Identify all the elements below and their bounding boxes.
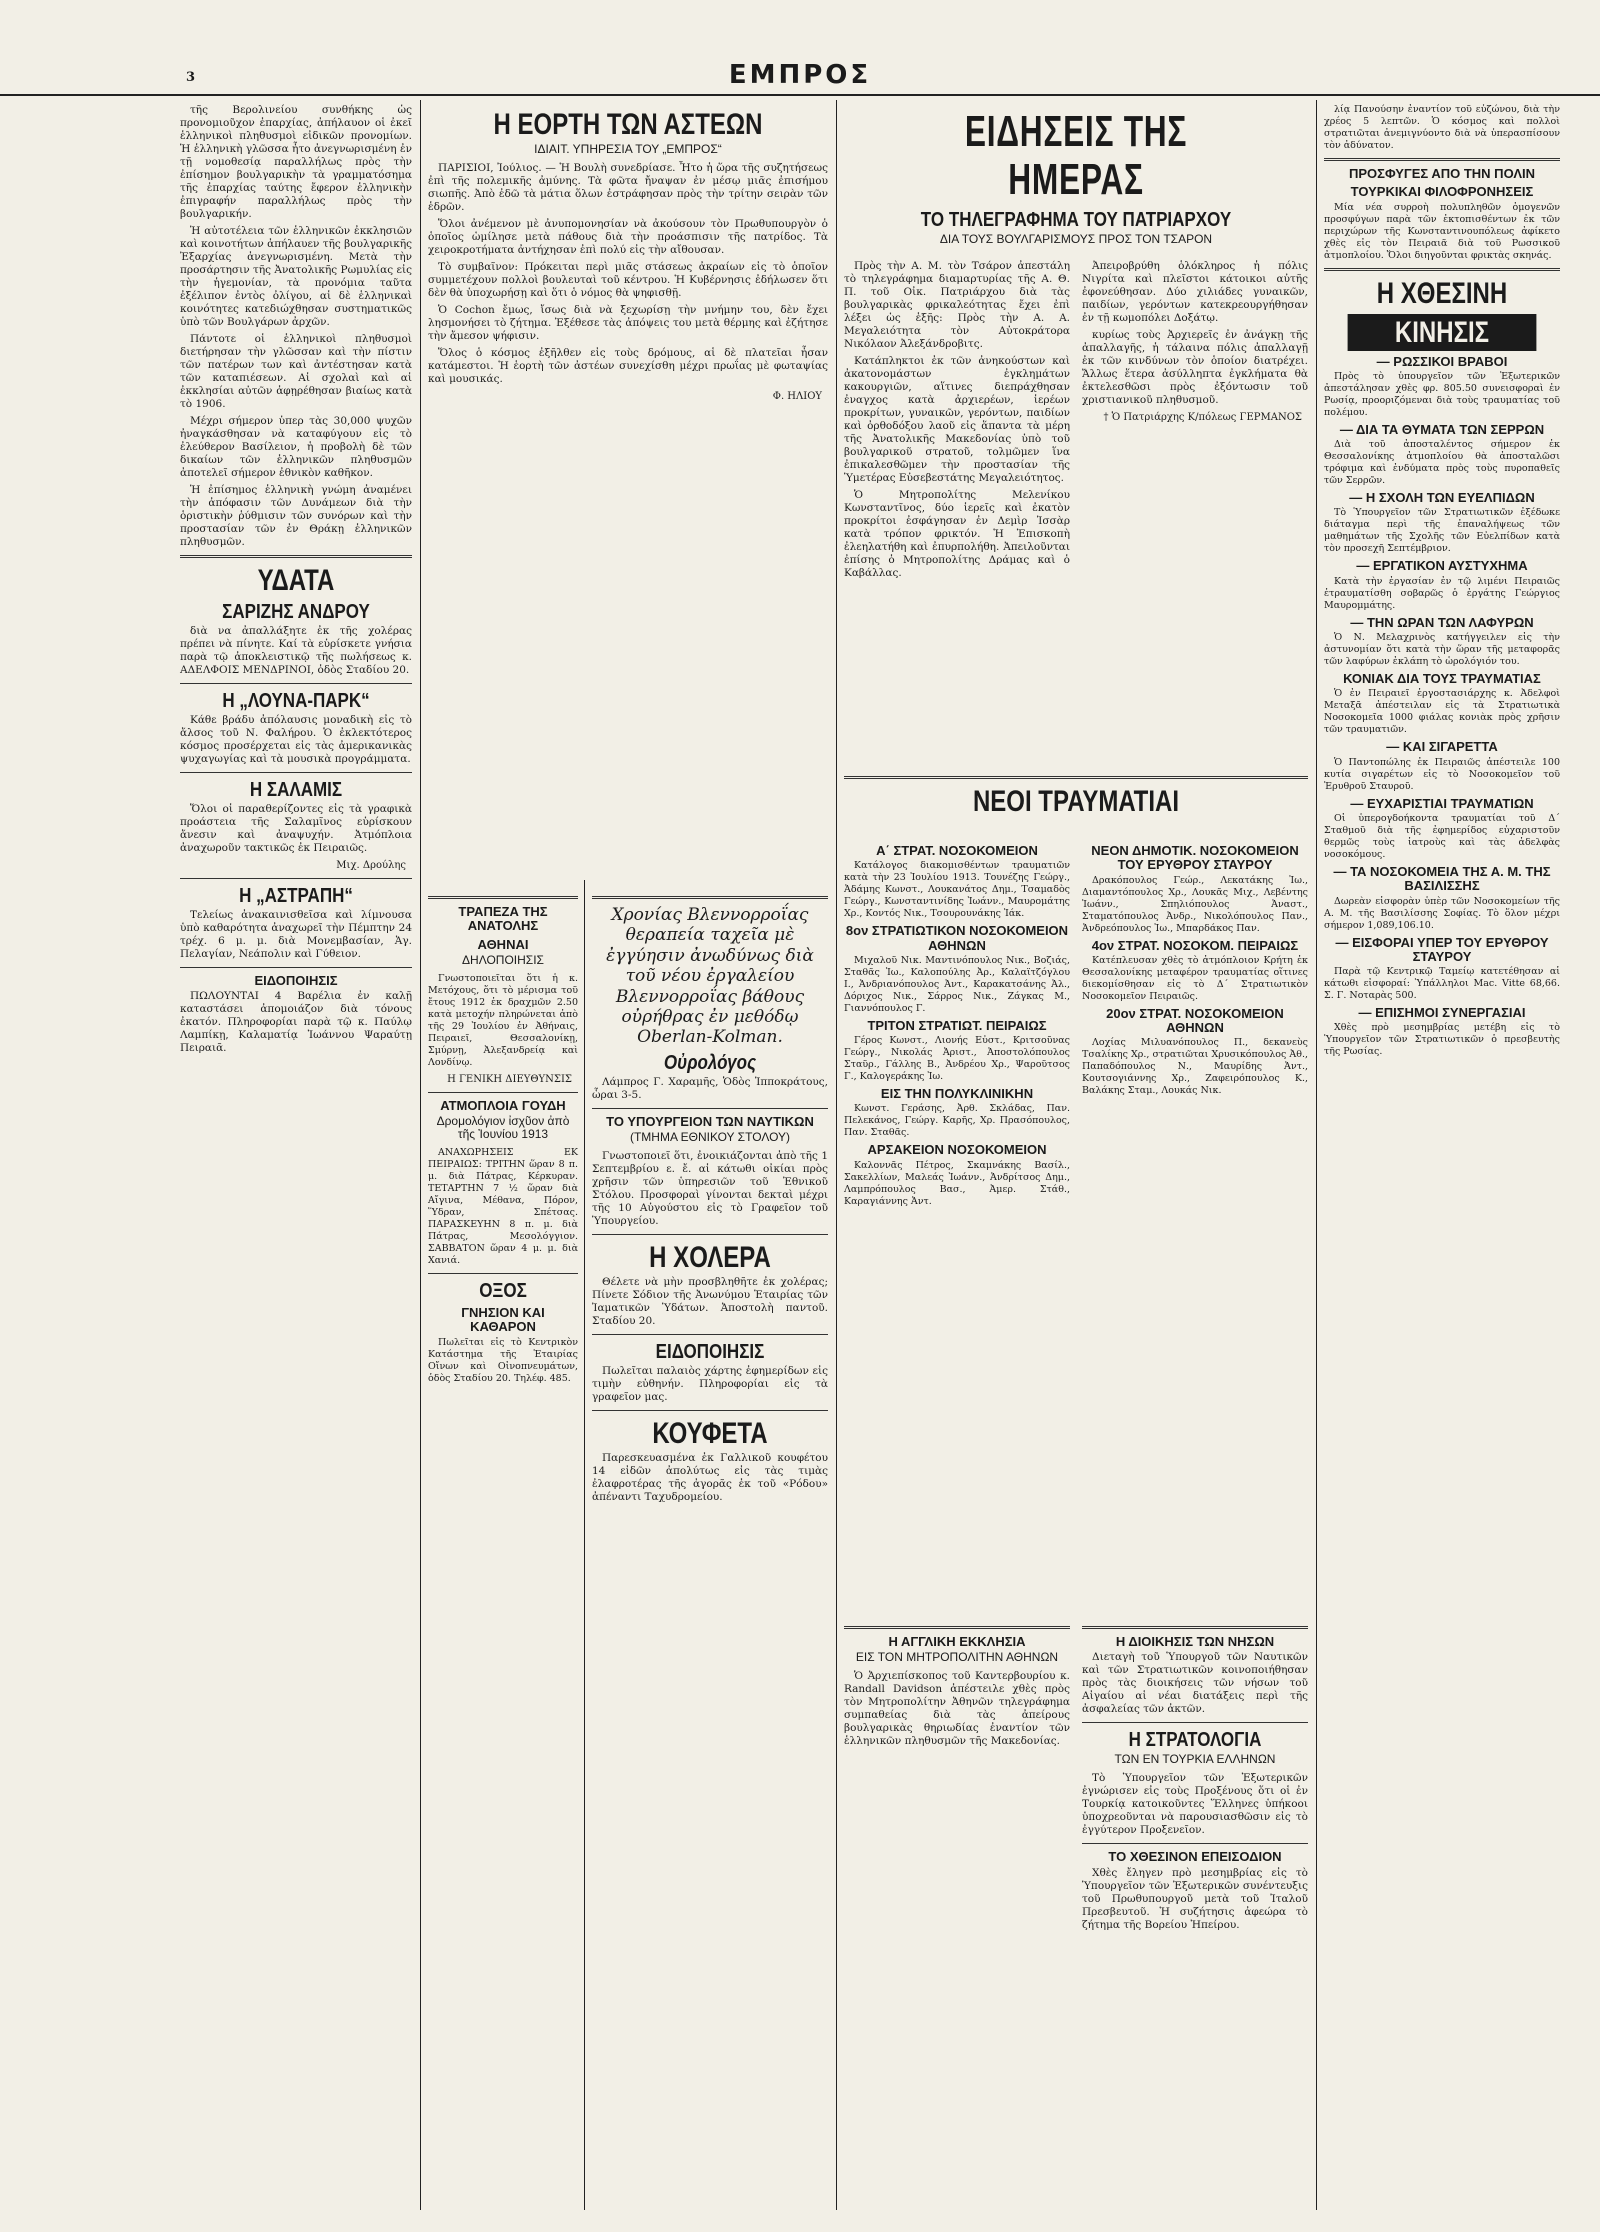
article-paragraph: Ὁ Ἀρχιεπίσκοπος τοῦ Καντερβουρίου κ. Randall Davidson ἀπέστειλε χθὲς πρὸς τὸν Μητροπολίτην Ἀθηνῶν τηλεγράφημα συμπαθείας διὰ τὰς ἀπείρους βουλγαρικὰς θηριωδίας ἐναντίον τῶν ἑλληνικῶν πληθυσμῶν τῆς Μακεδονίας. (844, 1670, 1070, 1748)
news-heading: — ΕΙΣΦΟΡΑΙ ΥΠΕΡ ΤΟΥ ΕΡΥΘΡΟΥ ΣΤΑΥΡΟΥ (1335, 934, 1549, 964)
news-heading: — Η ΣΧΟΛΗ ΤΩΝ ΕΥΕΛΠΙΔΩΝ (1349, 490, 1535, 506)
ad-text: Παρεσκευασμένα ἐκ Γαλλικοῦ κουφέτου 14 εἰδῶν ἀπολύτως εἰς τὰς τιμὰς ἐλαφροτέρας τῆς ἀγορᾶς ἐκ τοῦ «Ρόδου» ἀπέναντι Ταχυδρομείου. (592, 1452, 828, 1504)
ad-heading: ΤΟ ΥΠΟΥΡΓΕΙΟΝ ΤΩΝ ΝΑΥΤΙΚΩΝ (606, 1113, 814, 1129)
article-paragraph: Ἡ ἐπίσημος ἑλληνικὴ γνώμη ἀναμένει τὴν ἀπόφασιν τῶν Δυνάμεων διὰ τὴν ὁριστικὴν ῥύθμισιν τῶν συνόρων καὶ τὴν προστασίαν τῶν ἐν Θράκῃ ἑλληνικῶν πληθυσμῶν. (180, 484, 412, 548)
article-paragraph: Διεταγὴ τοῦ Ὑπουργοῦ τῶν Ναυτικῶν καὶ τῶν Στρατιωτικῶν κοινοποιήθησαν πρὸς τὰς διοικήσεις τῶν νήσων τοῦ Αἰγαίου αἱ νέαι διατάξεις περὶ τῆς ἀσφαλείας τῶν ἀκτῶν. (1082, 1651, 1308, 1716)
divider (1082, 1722, 1308, 1723)
article-headline: ΠΡΟΣΦΥΓΕΣ ΑΠΟ ΤΗΝ ΠΟΛΙΝ (1348, 166, 1536, 181)
divider (592, 896, 828, 899)
ad-signature: Η ΓΕΝΙΚΗ ΔΙΕΥΘΥΝΣΙΣ (447, 1073, 572, 1085)
news-text: Τὸ Ὑπουργεῖον τῶν Στρατιωτικῶν ἐξέδωκε διάταγμα περὶ τῆς ἐπαναλήψεως τῶν μαθημάτων τῆς Σχολῆς τῶν Εὐελπίδων κατὰ τὸν προσεχῆ Σεπτέμβριον. (1324, 507, 1560, 555)
news-text: Πρὸς τὸ ὑπουργεῖον τῶν Ἐξωτερικῶν ἀπεστάλησαν χθὲς φρ. 805.50 συνεισφοραὶ ἐν Ρωσίᾳ, προοριζόμεναι διὰ τοὺς τραυματίας τοῦ πολέμου. (1324, 370, 1560, 418)
section-headline: ΚΙΝΗΣΙΣ (1348, 314, 1537, 351)
ad-text: Λάμπρος Γ. Χαραμῆς, Ὁδὸς Ἱπποκράτους, ὧραι 3-5. (592, 1075, 828, 1101)
news-text: Παρὰ τῷ Κεντρικῷ Ταμείῳ κατετέθησαν αἱ κάτωθι εἰσφοραί: Ὑπάλληλοι Mac. Vitte 68,66. Σ. Γ. Νοταρὰς 500. (1324, 966, 1560, 1002)
news-text: Ὁ Παντοπώλης ἐκ Πειραιῶς ἀπέστειλε 100 κυτία σιγαρέτων εἰς τὸ Νοσοκομεῖον τοῦ Ἐρυθροῦ Σταυροῦ. (1324, 756, 1560, 792)
article-paragraph: λίᾳ Πανούσην ἐναντίον τοῦ εὐζώνου, διὰ τὴν χρέος 5 λεπτῶν. Ὁ κόσμος καὶ πολλοὶ στρατιῶται ἀνεμιγνύοντο διὰ νὰ ὑπερασπίσουν τὸν ἀδύνατον. (1324, 104, 1560, 151)
article-headline: Η ΣΤΡΑΤΟΛΟΓΙΑ (1128, 1729, 1262, 1752)
article-headline: ΝΕΟΙ ΤΡΑΥΜΑΤΙΑΙ (972, 785, 1180, 818)
list-text: Κατάλογος διακομισθέντων τραυματιῶν κατὰ τὴν 23 Ἰουλίου 1913. Τουνέζης Γεώργ., Ἀδάμης Κωνστ., Λουκανάτος Δημ., Τσαμαδὸς Γεώργ., Κωνσταντινίδης Ἰωάνν., Μαυρομάτης Χρ., Κοντός Νικ., Τσουρουνάκης Ἰάκ. (844, 860, 1070, 920)
list-text: Λοχίας Μιλυανόπουλος Π., δεκανεὺς Τσαλίκης Χρ., στρατιῶται Χρυσικόπουλος Ἀθ., Παπαδόπουλος Ν., Μαυρίδης Ἀντ., Κουτσογιάννης Χρ., Ζαφειρόπουλος Κ., Βαλάκης Σταμ., Λουκάς Νικ. (1082, 1037, 1308, 1097)
article-headline: Η ΔΙΟΙΚΗΣΙΣ ΤΩΝ ΝΗΣΩΝ (1115, 1634, 1275, 1649)
article-paragraph: Κατάπληκτοι ἐκ τῶν ἀνηκούστων καὶ ἀκατονομάστων ἐγκλημάτων κακουργιῶν, αἵτινες διεπράχθησαν ἐναγχος κατὰ ἀρχιερέων, ἱερέων προκρίτων, γυναικῶν, γερόντων, παιδίων καὶ ὀρθοδόξου λαοῦ εἰς ἅπαντα τὰ μέρη τῆς Ἀνατολικῆς Μακεδονίας ὑπὸ τοῦ βουλγαρικοῦ στρατοῦ, τολμῶμεν ἵνα ἐπικαλεσθῶμεν τὴν προστασίαν τῆς Ὑμετέρας Εὐσεβεστάτης Μεγαλειότητος. (844, 355, 1070, 484)
ad-heading: Η „ΑΣΤΡΑΠΗ“ (239, 885, 353, 907)
divider (180, 683, 412, 684)
divider (844, 776, 1308, 779)
article-trafmaties-header (844, 770, 1308, 820)
news-heading: — ΤΑ ΝΟΣΟΚΟΜΕΙΑ ΤΗΣ Α. Μ. ΤΗΣ ΒΑΣΙΛΙΣΣΗΣ (1333, 863, 1551, 894)
column-6 (1324, 104, 1560, 1062)
article-subheadline: ΕΙΣ ΤΟΝ ΜΗΤΡΟΠΟΛΙΤΗΝ ΑΘΗΝΩΝ (855, 1650, 1059, 1665)
ad-subheading: Δρομολόγιον ἰσχῦον ἀπὸ τῆς Ἰουνίου 1913 (436, 1114, 570, 1142)
section-headline: Η ΧΘΕΣΙΝΗ (1376, 276, 1508, 310)
divider (1324, 158, 1560, 161)
news-text: Δωρεὰν εἰσφορὰν ὑπὲρ τῶν Νοσοκομείων τῆς Α. Μ. τῆς Βασιλίσσης Σοφίας. Τὸ ὅλον μέχρι σήμερον 1,089,106.10. (1324, 895, 1560, 931)
column-5-top (1082, 260, 1308, 430)
column-4-bottom (844, 1620, 1070, 1752)
divider (592, 1108, 828, 1109)
divider (428, 896, 578, 899)
article-paragraph: Χθὲς ἔληγεν πρὸ μεσημβρίας εἰς τὸ Ὑπουργεῖον τῶν Ἐξωτερικῶν συνέντευξις τοῦ Πρωθυπουργοῦ μετὰ τοῦ Ἰταλοῦ Πρεσβευτοῦ. Ἡ συζήτησις ἀφεώρα τὸ ζήτημα τῆς Βορείου Ἠπείρου. (1082, 1866, 1308, 1931)
article-paragraph: ΠΑΡΙΣΙΟΙ, Ἰούλιος. — Ἡ Βουλὴ συνεδρίασε. Ἦτο ἡ ὥρα τῆς συζητήσεως ἐπὶ τῆς πολεμικῆς ἀμύνης. Τὰ φῶτα ἤναψαν ἐν μέσῳ μιᾶς ἐπισήμου σιωπῆς. Ἀπὸ ἐδῶ τὰ μάτια ὅλων ἐστράφησαν πρὸς τὴν τρίτην σειρὰν τῶν ἑδρῶν. (428, 162, 828, 213)
column-4-lists (844, 840, 1070, 1212)
list-heading: ΑΡΣΑΚΕΙΟΝ ΝΟΣΟΚΟΜΕΙΟΝ (867, 1142, 1047, 1158)
divider (180, 555, 412, 558)
column-5-lists (1082, 840, 1308, 1101)
ad-heading: ΟΞΟΣ (479, 1280, 527, 1303)
page-number: 3 (186, 70, 196, 85)
ad-heading: Η „ΛΟΥΝΑ-ΠΑΡΚ“ (222, 690, 370, 712)
ad-heading: ΕΙΔΟΠΟΙΗΣΙΣ (655, 1341, 765, 1364)
list-text: Κατέπλευσαν χθὲς τὸ ἀτμόπλοιον Κρήτη ἐκ Θεσσαλονίκης μεταφέρον τραυματίας οἵτινες διεκομίσθησαν εἰς τὸ Δ΄ Στρατιωτικὸν Νοσοκομεῖον Πειραιῶς. (1082, 954, 1308, 1002)
article-eorti (428, 104, 828, 409)
article-headline: ΤΟ ΧΘΕΣΙΝΟΝ ΕΠΕΙΣΟΔΙΟΝ (1108, 1849, 1282, 1865)
ad-heading: ΣΑΡΙΖΗΣ ΑΝΔΡΟΥ (222, 601, 370, 623)
divider (180, 878, 412, 879)
masthead (0, 0, 1600, 96)
list-text: Δρακόπουλος Γεώρ., Λεκατάκης Ἰω., Διαμαντόπουλος Χρ., Λουκᾶς Μιχ., Λεβέντης Ἰωάνν., Σπηλιόπουλος Ἀναστ., Σταματόπουλος Ἀνδρ., Νικολόπουλος Παν., Ἀνδρεόπουλος Ἰω., Μπαρδάκος Παν. (1082, 874, 1308, 934)
list-text: Μιχαλοῦ Νικ. Μαντινόπουλος Νικ., Βοζιάς, Σταθᾶς Ἰω., Καλοπούλης Ἀρ., Καλαϊτζόγλου Ι., Ἀνδριανόπουλος Ἀντ., Καρακατσάνης Ἀλ., Δόριχος Νικ., Σάρρος Νικ., Ζάγκας Μ., Γιαννόπουλος Γ. (844, 954, 1070, 1014)
divider (180, 772, 412, 773)
column-1 (180, 104, 412, 1059)
list-heading: ΤΡΙΤΟΝ ΣΤΡΑΤΙΩΤ. ΠΕΙΡΑΙΩΣ (867, 1017, 1047, 1033)
newspaper-title: ΕΜΠΡΟΣ (728, 60, 872, 90)
ad-heading: Η ΧΟΛΕΡΑ (649, 1241, 771, 1275)
news-heading: ΚΟΝΙΑΚ ΔΙΑ ΤΟΥΣ ΤΡΑΥΜΑΤΙΑΣ (1343, 671, 1541, 687)
article-headline: Η ΕΟΡΤΗ ΤΩΝ ΑΣΤΕΩΝ (493, 108, 763, 141)
ad-subheading: (ΤΜΗΜΑ ΕΘΝΙΚΟΥ ΣΤΟΛΟΥ) (629, 1130, 791, 1145)
article-paragraph: Τὸ συμβαῖνον: Πρόκειται περὶ μιᾶς στάσεως ἀκραίων εἰς τὸ ὁποῖον συμμετέχουν πολλοὶ βουλευταὶ τοῦ κέντρου. Ἡ Κυβέρνησις ἐδήλωσεν ὅτι δὲν θὰ ὑποχωρήσῃ καὶ ὅτι ὁ νόμος θὰ ψηφισθῇ. (428, 261, 828, 299)
column-2-ads (428, 890, 578, 1389)
divider (1082, 1626, 1308, 1629)
list-heading: Α΄ ΣΤΡΑΤ. ΝΟΣΟΚΟΜΕΙΟΝ (876, 843, 1038, 858)
ad-text: Γνωστοποιεῖται ὅτι ἡ κ. Μετόχους, ὅτι τὸ μέρισμα τοῦ ἔτους 1912 ἐκ δραχμῶν 2.50 κατὰ μετοχήν πληρώνεται ἀπὸ τῆς 29 Ἰουλίου ἐν Ἀθήναις, Πειραιεῖ, Θεσσαλονίκῃ, Σμύρνῃ, Ἀλεξανδρείᾳ καὶ Λονδίνῳ. (428, 972, 578, 1068)
ad-text: Πωλεῖται παλαιὸς χάρτης ἐφημερίδων εἰς τιμὴν εὐθηνήν. Πληροφορίαι εἰς τὰ γραφεῖον μας. (592, 1365, 828, 1404)
divider (428, 1273, 578, 1274)
column-rule (584, 880, 585, 2210)
ad-heading: Η ΣΑΛΑΜΙΣ (249, 779, 343, 801)
divider (1082, 1843, 1308, 1844)
list-heading: 8ον ΣΤΡΑΤΙΩΤΙΚΟΝ ΝΟΣΟΚΟΜΕΙΟΝ ΑΘΗΝΩΝ (845, 923, 1069, 953)
article-signature: † Ὁ Πατριάρχης Κ/πόλεως ΓΕΡΜΑΝΟΣ (1103, 412, 1302, 423)
news-text: Κατὰ τὴν ἐργασίαν ἐν τῷ λιμένι Πειραιῶς ἐτραυματίσθη σοβαρῶς ὁ ἐργάτης Γεώργιος Μαυρομμάτης. (1324, 575, 1560, 611)
ad-text: ΑΝΑΧΩΡΗΣΕΙΣ ΕΚ ΠΕΙΡΑΙΩΣ: ΤΡΙΤΗΝ ὥραν 8 π. μ. διὰ Πάτρας, Κέρκυραν. ΤΕΤΑΡΤΗΝ 7 ½ ὥραν διὰ Αἴγινα, Μέθανα, Πόρον, Ὕδραν, Σπέτσας. ΠΑΡΑΣΚΕΥΗΝ 8 π. μ. διὰ Πάτρας, Μεσολόγγιον. ΣΑΒΒΑΤΟΝ ὥραν 4 μ. μ. διὰ Χανιά. (428, 1147, 578, 1267)
divider (428, 1092, 578, 1093)
divider (592, 1410, 828, 1411)
article-headline: ΤΟ ΤΗΛΕΓΡΑΦΗΜΑ ΤΟΥ ΠΑΤΡΙΑΡΧΟΥ (920, 208, 1232, 231)
ad-heading: ΚΟΥΦΕΤΑ (652, 1417, 768, 1451)
ad-text: Πωλεῖται εἰς τὸ Κεντρικὸν Κατάστημα τῆς Ἑταιρίας Οἴνων καὶ Οἰνοπνευμάτων, ὁδὸς Σταδίου 20. Τηλέφ. 485. (428, 1336, 578, 1384)
divider (592, 1234, 828, 1235)
ad-heading: Οὐρολόγος (663, 1051, 757, 1074)
news-heading: — ΤΗΝ ΩΡΑΝ ΤΩΝ ΛΑΦΥΡΩΝ (1350, 614, 1534, 630)
news-heading: — ΕΠΙΣΗΜΟΙ ΣΥΝΕΡΓΑΣΙΑΙ (1358, 1005, 1526, 1021)
divider (844, 1626, 1070, 1629)
article-paragraph: Μέχρι σήμερον ὑπερ τὰς 30,000 ψυχῶν ἠναγκάσθησαν νὰ καταφύγουν εἰς τὸ ἐλεύθερον Βασίλειον, ἡ προβολὴ δὲ τῶν δικαίων τῶν ἑλληνικῶν πληθυσμῶν ἀποτελεῖ σήμερον ἐθνικὸν καθῆκον. (180, 415, 412, 479)
divider (592, 1334, 828, 1335)
divider (1324, 268, 1560, 271)
ad-heading: ΤΡΑΠΕΖΑ ΤΗΣ ΑΝΑΤΟΛΗΣ (458, 904, 548, 934)
article-paragraph: Μία νέα συρροὴ πολυπληθῶν ὁμογενῶν προσφύγων παρὰ τῶν ἐκτοπισθέντων ἐκ τῶν περιχώρων τῆς Κωνσταντινουπόλεως ἀφίκετο χθὲς εἰς τὸν Πειραιᾶ διὰ τοῦ Ρωσσικοῦ ἀτμοπλοίου. Ὅλοι διηγοῦνται φρικτὰς σκηνάς. (1324, 201, 1560, 261)
article-paragraph: Πάντοτε οἱ ἑλληνικοὶ πληθυσμοὶ διετήρησαν τὴν γλῶσσαν καὶ τὴν πίστιν τῶν πατέρων των καὶ ἀντέστησαν κατὰ τῶν καταπιέσεων. Αἱ σχολαὶ καὶ αἱ ἐκκλησίαι αὐτῶν ἀφῃρέθησαν βιαίως κατὰ τὸ 1906. (180, 333, 412, 410)
article-signature: Φ. ΗΛΙΟΥ (772, 391, 822, 402)
divider (180, 967, 412, 968)
article-paragraph: Πρὸς τὴν Α. Μ. τὸν Τσάρον ἀπεστάλη τὸ τηλεγράφημα διαμαρτυρίας τῆς Α. Θ. Π. τοῦ Οἰκ. Πατριάρχου διὰ τὰς βουλγαρικὰς φρικαλεότητας ἔχει ἐπὶ λέξει ὡς ἑξῆς: Πρὸς τὴν Α. Α. Μεγαλειότητα τὸν Αὐτοκράτορα Νικόλαον Ἀλεξάνδροβιτς. (844, 260, 1070, 350)
news-heading: — ΕΥΧΑΡΙΣΤΙΑΙ ΤΡΑΥΜΑΤΙΩΝ (1350, 795, 1534, 811)
news-text: Ὁ ἐν Πειραιεῖ ἐργοστασιάρχης κ. Ἀδελφοὶ Μεταξᾶ ἀπέστειλαν εἰς τὰ Στρατιωτικὰ Νοσοκομεῖα 1000 φιάλας κονιὰκ πρὸς χρῆσιν τῶν τραυματιῶν. (1324, 688, 1560, 736)
list-text: Γέρος Κωνστ., Λιονής Εὐστ., Κριτσοῦνας Γεώργ., Νικολάς Ἀριστ., Ἀποστολόπουλος Σταῦρ., Γάλλης Β., Ἀνδρέου Χρ., Ψαροῦτσος Γ., Καλογεράκης Ἰω. (844, 1035, 1070, 1083)
list-text: Καλοννᾶς Πέτρος, Σκαμνάκης Βασίλ., Σακελλίων, Μαλεάς Ἰωάνν., Ἀνδρίτσος Δημ., Λαμπρόπουλος Βασ., Ἀμερ. Στάθ., Καραγιάννης Ἀντ. (844, 1159, 1070, 1207)
ad-text: Γνωστοποιεῖ ὅτι, ἐνοικιάζονται ἀπὸ τῆς 1 Σεπτεμβρίου ε. ἔ. αἱ κάτωθι οἰκίαι πρὸς χρῆσιν τῶν ὑπηρεσιῶν τοῦ Ἐθνικοῦ Στόλου. Προσφοραὶ γίνονται δεκταὶ μέχρι τῆς 10 Αὐγούστου εἰς τὸ Γραφεῖον τοῦ Ὑπουργείου. (592, 1150, 828, 1228)
ad-subheading: ΔΗΛΟΠΟΙΗΣΙΣ (462, 952, 544, 967)
news-text: Διὰ τοῦ ἀποσταλέντος σήμερον ἐκ Θεσσαλονίκης ἀτμοπλοίου θὰ ἀποσταλῶσι τρόφιμα καὶ ἐνδύματα πρὸς τοὺς πυροπαθεῖς τῶν Σερρῶν. (1324, 439, 1560, 487)
news-heading: — ΔΙΑ ΤΑ ΘΥΜΑΤΑ ΤΩΝ ΣΕΡΡΩΝ (1339, 421, 1545, 437)
ad-text: ΠΩΛΟΥΝΤΑΙ 4 Βαρέλια ἐν καλῇ καταστάσει ἀπομοιάζον διὰ τόνους ἐκατόν. Πληροφορίαι παρὰ τῷ κ. Παύλῳ Λαμπίκῃ, Καλαματίᾳ Ἰωάννου Ψαραύτῃ Πειραιᾶ. (180, 990, 412, 1055)
column-rule (420, 100, 421, 2210)
ad-text: διὰ να ἀπαλλάξητε ἐκ τῆς χολέρας πρέπει νὰ πίνητε. Καί τὰ εὑρίσκετε γνήσια παρὰ τῷ ἀποκλειστικῷ τῆς πωλήσεως κ. ΑΔΕΛΦΟΙΣ ΜΕΝΔΡΙΝΟΙ, ὁδὸς Σταδίου 20. (180, 625, 412, 676)
ad-heading: ΕΙΔΟΠΟΙΗΣΙΣ (254, 973, 338, 988)
article-byline: ΙΔΙΑΙΤ. ΥΠΗΡΕΣΙΑ ΤΟΥ „ΕΜΠΡΟΣ“ (534, 142, 722, 156)
column-3-ads (592, 890, 828, 1508)
article-paragraph: τῆς Βερολινείου συνθήκης ὡς προνομιοῦχον ἐπαρχίας, ἀπήλαυον οἱ ἐκεῖ ἑλληνικοὶ πληθυσμοὶ εἰδικῶν προνομίων. Ἡ ἑλληνικὴ γλῶσσα ἦτο ἀνεγνωρισμένη ἐν τῇ νομοθεσίᾳ παραλλήλως πρὸς τὴν ἐπίσημον βουλγαρικὴν τὰ γραμματόσημα τῆς ἐπαρχίας ταύτης ἔφερον ἑλληνικὴν ἐπιγραφήν παραλλήλως πρὸς τὴν βουλγαρικήν. (180, 104, 412, 220)
list-heading: 4ον ΣΤΡΑΤ. ΝΟΣΟΚΟΜ. ΠΕΙΡΑΙΩΣ (1091, 937, 1299, 953)
ad-text: Θέλετε νὰ μὴν προσβληθῆτε ἐκ χολέρας; Πίνετε Σόδιον τῆς Ἀνωνύμου Ἑταιρίας τῶν Ἰαματικῶν Ὑδάτων. Ἀποστολὴ παντοῦ. Σταδίου 20. (592, 1276, 828, 1328)
ad-text: Κάθε βράδυ ἀπόλαυσις μοναδικὴ εἰς τὸ ἄλσος τοῦ Ν. Φαλήρου. Ὁ ἐκλεκτότερος κόσμος προσέρχεται εἰς τὰς ἀμερικανικὰς ψυχαγωγίας καὶ τὰ μουσικὰ προγράμματα. (180, 714, 412, 765)
news-text: Χθὲς πρὸ μεσημβρίας μετέβη εἰς τὸ Ὑπουργεῖον τῶν Στρατιωτικῶν ὁ πρεσβευτὴς τῆς Ρωσίας. (1324, 1022, 1560, 1058)
news-heading: — ΚΑΙ ΣΙΓΑΡΕΤΤΑ (1386, 739, 1498, 755)
ad-signature: Μιχ. Δρούλης (336, 860, 406, 871)
article-paragraph: κυρίως τοὺς Ἀρχιερεῖς ἐν ἀνάγκῃ τῆς ἀπαλλαγῆς, ἡ τάλαινα πόλις ἀπαλλαγῇ ἐκ τῶν κινδύνων τὸν ὁποίον διατρέχει. Ἄλλως ἕτερα ἀσύλληπτα ἐγκλήματα θὰ ἐκτελεσθῶσι πρὸς ἐξόντωσιν τοῦ χριστιανικοῦ πληθυσμοῦ. (1082, 329, 1308, 406)
column-rule (1316, 100, 1317, 2210)
article-paragraph: Ὁ Μητροπολίτης Μελενίκου Κωνσταντῖνος, δύο ἱερεῖς καὶ ἐκατὸν προκρίτοι ἐσφάγησαν ἐν Δεμὶρ Ἰσσὰρ κατὰ τρόπον φρικτόν. Ἡ Ἐπισκοπὴ ἐλεηλατήθη καὶ ἐπυρπολήθη. Ἀπειλοῦνται ἐπίσης ὁ Μητροπολίτης Δράμας καὶ ὁ Καβάλλας. (844, 489, 1070, 579)
ad-city: ΑΘΗΝΑΙ (477, 936, 529, 952)
ad-heading: ΓΝΗΣΙΟΝ ΚΑΙ ΚΑΘΑΡΟΝ (461, 1305, 545, 1335)
ad-text: Ὅλοι οἱ παραθερίζοντες εἰς τὰ γραφικὰ προάστεια τῆς Σαλαμῖνος εὑρίσκουν ἄνεσιν καὶ ἀναψυχήν. Ἀτμόπλοια ἀναχωροῦν τακτικῶς ἐκ Πειραιῶς. (180, 803, 412, 854)
column-4 (844, 260, 1070, 584)
article-paragraph: Ἀπειροβρύθη ὁλόκληρος ἡ πόλις Νιγρίτα καὶ πλεῖστοι κάτοικοι αὐτῆς ἐφονεύθησαν. Δύο χιλιάδες γυναικῶν, παιδίων, γερόντων κατεκρεουργήθησαν ἐν τῇ κωμοπόλει Δοξάτῳ. (1082, 260, 1308, 324)
article-paragraph: Ὅλοι ἀνέμενον μὲ ἀνυπομονησίαν νὰ ἀκούσουν τὸν Πρωθυπουργὸν ὁ ὁποῖος ὡμίλησε μετὰ πάθους διὰ τὴν προάσπισιν τῆς πατρίδος. Τὰ χειροκροτήματα ἀντήχησαν ἐπὶ πολύ εἰς τὴν αἴθουσαν. (428, 218, 828, 256)
article-subheadline: ΔΙΑ ΤΟΥΣ ΒΟΥΛΓΑΡΙΣΜΟΥΣ ΠΡΟΣ ΤΟΝ ΤΣΑΡΟΝ (939, 231, 1213, 246)
news-heading: — ΕΡΓΑΤΙΚΟΝ ΑΥΣΤΥΧΗΜΑ (1356, 558, 1528, 574)
news-text: Οἱ ὑπερογδοήκοντα τραυματίαι τοῦ Δ΄ Σταθμοῦ διὰ τῆς ἐφημερίδος εὐχαριστοῦν θερμῶς τοὺς ἰατροὺς καὶ τὰς ἀδελφὰς νοσοκόμους. (1324, 812, 1560, 860)
article-subheadline: ΤΩΝ ΕΝ ΤΟΥΡΚΙΑ ΕΛΛΗΝΩΝ (1114, 1752, 1276, 1767)
ad-heading: ΥΔΑΤΑ (257, 564, 335, 597)
article-paragraph: Ἡ αὐτοτέλεια τῶν ἑλληνικῶν ἐκκλησιῶν καὶ κοινοτήτων ἀπήλαυεν τῆς βουλγαρικῆς Ἐξαρχίας ἀνεγνωρισμένη. Μετὰ τὴν προσάρτησιν τῆς Ἀνατολικῆς Ρωμυλίας εἰς τὴν ἡγεμονίαν, τὰ προνόμια ταῦτα ἐξέλιπον ἐντὸς ὀλίγου, αἱ δὲ ἑλληνικαὶ κοινότητες κατεδιώχθησαν συστηματικῶς ὑπὸ τῶν Βουλγάρων ἀρχῶν. (180, 225, 412, 328)
list-heading: ΕΙΣ ΤΗΝ ΠΟΛΥΚΛΙΝΙΚΗΝ (880, 1086, 1034, 1102)
ad-text: Τελείως ἀνακαινισθεῖσα καὶ λίμνουσα ὑπὸ καθαρότητα ἀναχωρεῖ τὴν Πέμπτην 24 τρέχ. 6 μ. μ. διὰ Μονεμβασίαν, Ἁγ. Πελαγίαν, Νεάπολιν καὶ Γύθειον. (180, 909, 412, 960)
news-heading: — ΡΩΣΣΙΚΟΙ ΒΡΑΒΟΙ (1376, 353, 1508, 369)
ad-heading: ΑΤΜΟΠΛΟΙΑ ΓΟΥΔΗ (440, 1097, 566, 1113)
news-text: Ὁ Ν. Μελαχρινὸς κατήγγειλεν εἰς τὴν ἀστυνομίαν ὅτι κατὰ τὴν ὥραν τῆς μεταφορᾶς τῶν λαφύρων ἐκλάπη τὸ ὡρολόγιόν του. (1324, 632, 1560, 668)
article-headline: ΤΟΥΡΚΙΚΑΙ ΦΙΛΟΦΡΟΝΗΣΕΙΣ (1350, 184, 1534, 200)
list-text: Κωνστ. Γεράσης, Ἀρθ. Σκλάδας, Παν. Πελεκάνος, Γεώργ. Καρῆς, Χρ. Πρασόπουλος, Παν. Σταθᾶς. (844, 1103, 1070, 1139)
section-headline: ΕΙΔΗΣΕΙΣ ΤΗΣ ΗΜΕΡΑΣ (964, 107, 1188, 205)
list-heading: 20ον ΣΤΡΑΤ. ΝΟΣΟΚΟΜΕΙΟΝ ΑΘΗΝΩΝ (1106, 1005, 1284, 1036)
article-headline: Η ΑΓΓΛΙΚΗ ΕΚΚΛΗΣΙΑ (888, 1634, 1026, 1649)
column-5-bottom (1082, 1620, 1308, 1936)
article-eidiseis-header (844, 104, 1308, 252)
list-heading: ΝΕΟΝ ΔΗΜΟΤΙΚ. ΝΟΣΟΚΟΜΕΙΟΝ ΤΟΥ ΕΡΥΘΡΟΥ ΣΤΑΥΡΟΥ (1091, 843, 1299, 873)
ad-script-text: Χρονίας Βλεννορροΐας θεραπεία ταχεῖα μὲ ἐγγύησιν ἀνωδύνως διὰ τοῦ νέου ἐργαλείου Βλεννορροΐας βάθους οὐρήθρας ἐν μεθόδῳ Oberlan-Kolman. (606, 905, 814, 1048)
article-paragraph: Ὅλος ὁ κόσμος ἐξῆλθεν εἰς τοὺς δρόμους, αἱ δὲ πλατεῖαι ἦσαν κατάμεστοι. Ἡ ἑορτὴ τῶν ἀστέων συνεχίσθη μέχρι πρωΐας μὲ φωταψίας καὶ μουσικάς. (428, 347, 828, 385)
article-paragraph: Τὸ Ὑπουργεῖον τῶν Ἐξωτερικῶν ἐγνώρισεν εἰς τοὺς Προξένους ὅτι οἱ ἐν Τουρκίᾳ κατοικοῦντες Ἕλληνες ὑπήκοοι ὑποχρεοῦνται νὰ παρουσιασθῶσιν εἰς τὸ ἐγγύτερον Προξενεῖον. (1082, 1772, 1308, 1837)
article-paragraph: Ὁ Cochon ἔμως, ἴσως διὰ νὰ ξεχωρίσῃ τὴν μνήμην του, δὲν ἔχει λησμονήσει τὸ ζήτημα. Ἐξέθεσε τὰς ἀπόψεις του μετὰ θέρμης καὶ ἐζήτησε τὴν ἄμεσον ψήφισιν. (428, 304, 828, 342)
column-rule (836, 100, 837, 2210)
